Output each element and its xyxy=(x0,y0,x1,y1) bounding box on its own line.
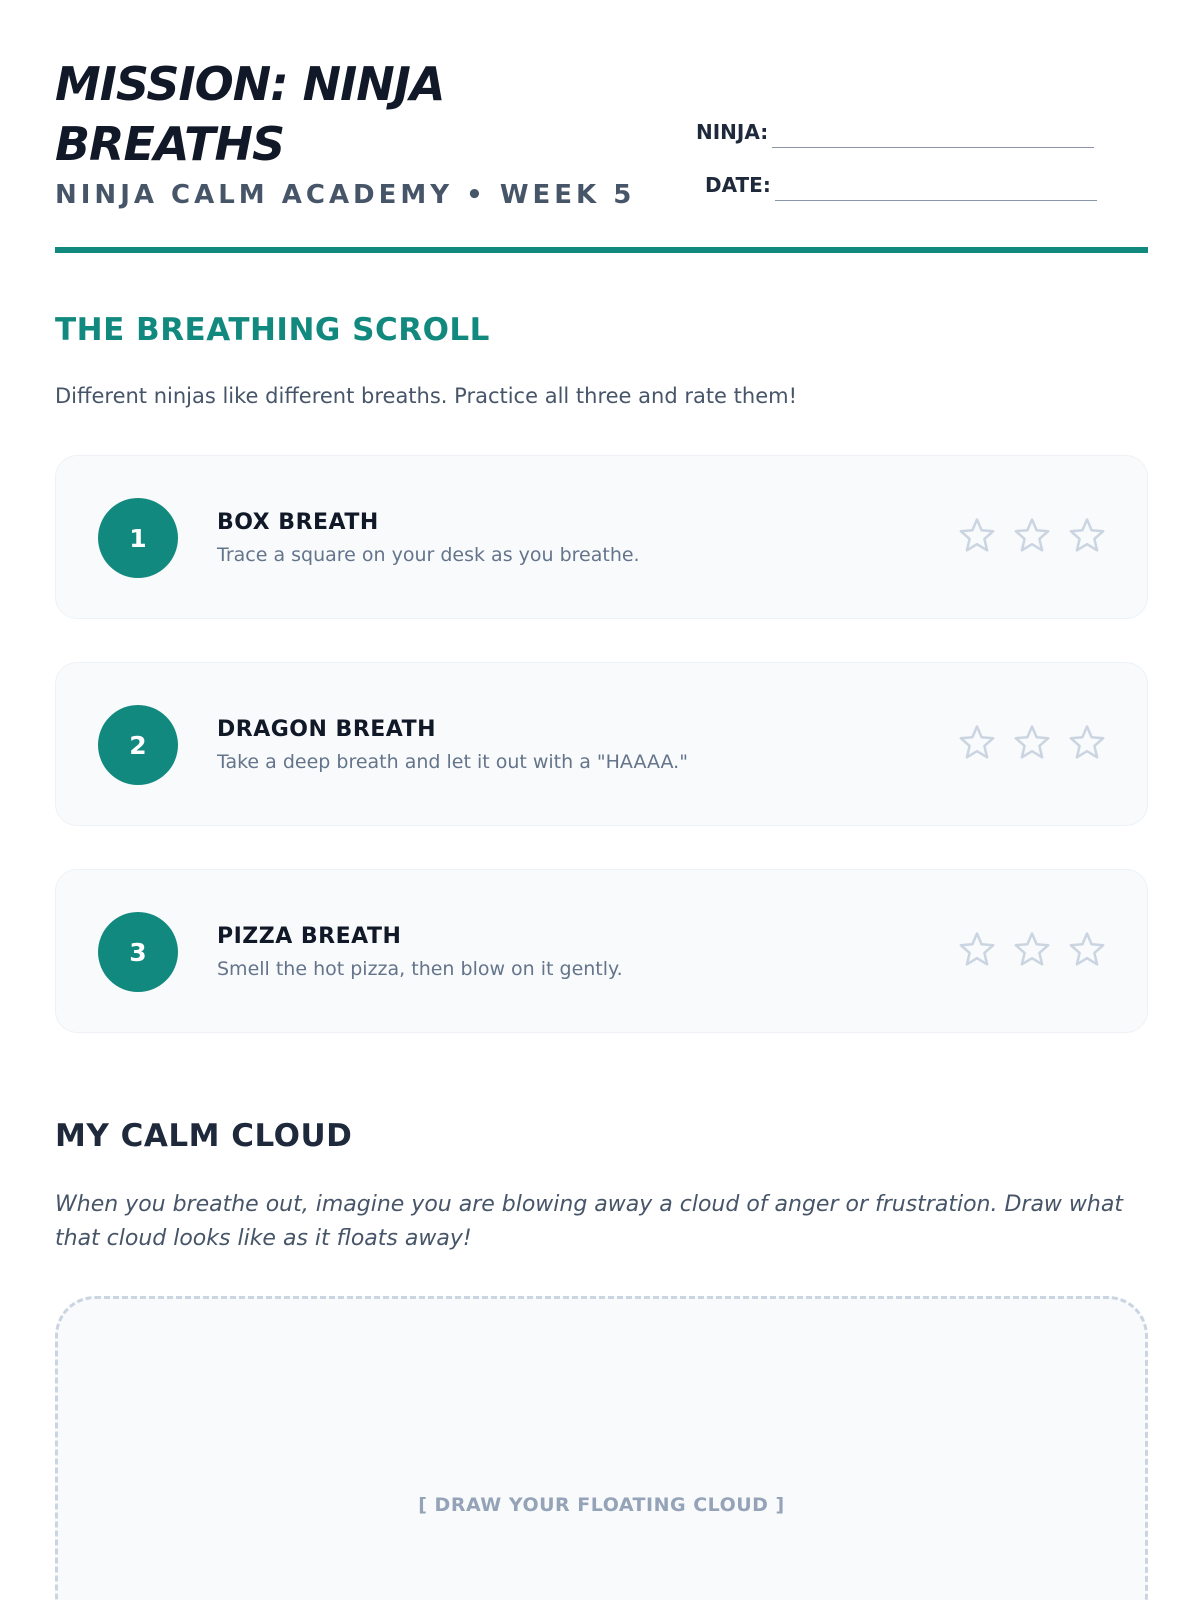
star-icon[interactable] xyxy=(1067,930,1107,970)
star-icon[interactable] xyxy=(957,930,997,970)
step-number-badge: 2 xyxy=(98,705,178,785)
breath-card-pizza xyxy=(55,869,1148,1033)
breath-card-description: Trace a square on your desk as you breathe. xyxy=(217,544,640,566)
worksheet-header xyxy=(55,54,1148,254)
breath-card-title: DRAGON BREATH xyxy=(217,717,437,742)
step-number-badge: 1 xyxy=(98,498,178,578)
ninja-label: NINJA: xyxy=(696,120,769,144)
ninja-name-field[interactable] xyxy=(696,112,1094,148)
breath-card-description: Take a deep breath and let it out with a "HAAAA." xyxy=(217,751,688,773)
breath-card-title: PIZZA BREATH xyxy=(217,924,402,949)
date-line[interactable] xyxy=(775,173,1097,201)
header-divider xyxy=(55,247,1148,253)
calm-cloud-instructions: When you breathe out, imagine you are blowing away a cloud of anger or frustration. Draw what that cloud looks like as it floats away! xyxy=(55,1192,1123,1251)
star-rating[interactable] xyxy=(957,516,1107,556)
cloud-drawing-label: [ DRAW YOUR FLOATING CLOUD ] xyxy=(418,1494,785,1516)
date-field[interactable] xyxy=(705,165,1097,201)
ninja-name-line[interactable] xyxy=(772,120,1094,148)
breath-card-box xyxy=(55,455,1148,619)
date-label: DATE: xyxy=(705,173,771,197)
step-number-badge: 3 xyxy=(98,912,178,992)
breath-card-dragon xyxy=(55,662,1148,826)
breathing-scroll-intro: Different ninjas like different breaths. Practice all three and rate them! xyxy=(55,384,797,408)
page-title: MISSION: NINJA BREATHS xyxy=(55,57,445,171)
breath-card-title: BOX BREATH xyxy=(217,510,379,535)
breathing-scroll-heading: THE BREATHING SCROLL xyxy=(55,312,490,348)
star-rating[interactable] xyxy=(957,930,1107,970)
star-icon[interactable] xyxy=(1067,723,1107,763)
star-icon[interactable] xyxy=(1012,723,1052,763)
star-icon[interactable] xyxy=(1067,516,1107,556)
star-rating[interactable] xyxy=(957,723,1107,763)
star-icon[interactable] xyxy=(957,516,997,556)
star-icon[interactable] xyxy=(1012,516,1052,556)
star-icon[interactable] xyxy=(957,723,997,763)
calm-cloud-heading: MY CALM CLOUD xyxy=(55,1118,353,1154)
breath-card-description: Smell the hot pizza, then blow on it gently. xyxy=(217,958,623,980)
star-icon[interactable] xyxy=(1012,930,1052,970)
page-subtitle: NINJA CALM ACADEMY • WEEK 5 xyxy=(55,180,636,210)
cloud-drawing-area[interactable] xyxy=(55,1296,1148,1600)
